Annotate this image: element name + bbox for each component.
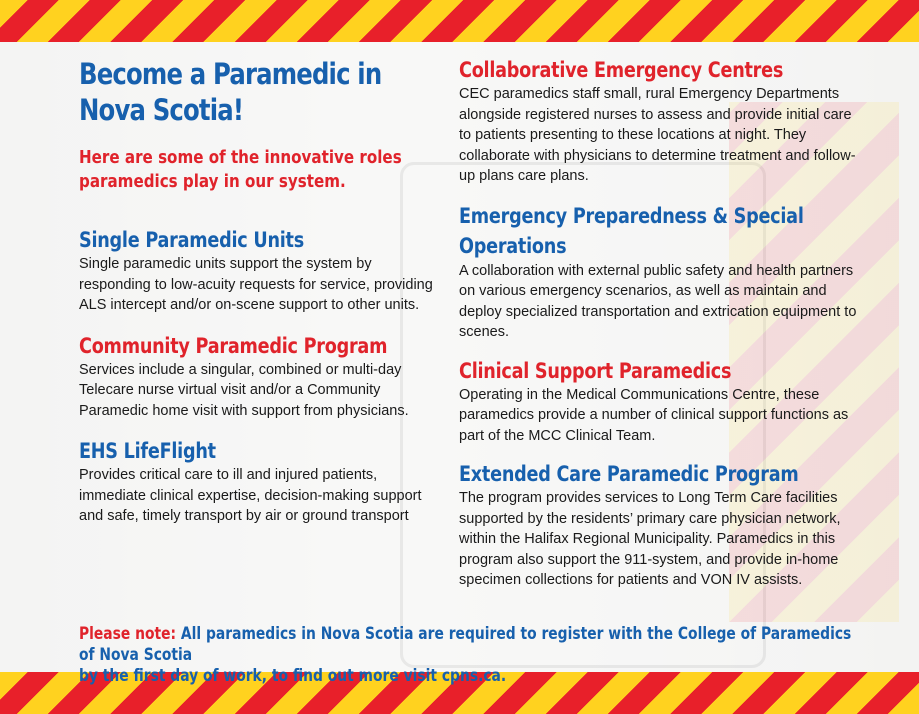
- section-body: Operating in the Medical Communications Centre, these paramedics provide a number of clinical support functions as part of the MCC Clinical Team.: [459, 386, 849, 444]
- registration-note: [79, 623, 860, 686]
- top-hazard-stripe: [0, 0, 919, 42]
- page-title: [79, 56, 432, 128]
- section-body: A collaboration with external public safety and health partners on various emergency scenarios, as well as maintain and deploy specialized transportation and extrication equipment to scenes.: [459, 262, 857, 340]
- intro-text: [79, 146, 432, 194]
- intro-line-1: Here are some of the innovative roles: [79, 147, 402, 168]
- section-heading: Extended Care Paramedic Program: [459, 462, 799, 486]
- section-body: Single paramedic units support the system by responding to low-acuity requests for service, providing ALS intercept and/or on-scene support to other units.: [79, 256, 433, 313]
- section-community-paramedic-program: [79, 332, 434, 422]
- section-collaborative-emergency-centres: [459, 56, 859, 187]
- section-heading: Clinical Support Paramedics: [459, 358, 732, 383]
- section-heading: [459, 201, 862, 261]
- section-body: The program provides services to Long Term Care facilities supported by the residents’ primary care physician network, within the Halifax Regional Municipality. Paramedics in this program also support the 911-system, and provide in-home specimen collections for patients and VON IV assists.: [459, 490, 841, 588]
- section-emergency-preparedness: [459, 201, 859, 343]
- page-title-line-2: Nova Scotia!: [79, 93, 244, 127]
- section-body: CEC paramedics staff small, rural Emergency Departments alongside registered nurses to assess and provide initial care to patients presenting to these locations at night. They collaborate with physicians to determine treatment and follow-up plans care plans.: [459, 86, 856, 184]
- section-heading-line-2: Operations: [459, 233, 567, 258]
- section-body: Provides critical care to ill and injured patients, immediate clinical expertise, decision-making support and safe, timely transport by air or ground transport: [79, 467, 422, 524]
- right-column: [459, 56, 859, 603]
- section-heading-line-1: Emergency Preparedness & Special: [459, 203, 804, 228]
- section-heading: Community Paramedic Program: [79, 333, 388, 358]
- section-heading: Single Paramedic Units: [79, 228, 304, 252]
- note-text-line-2: by the first day of work, to find out more visit cpns.ca.: [79, 666, 507, 685]
- section-extended-care-paramedic-program: [459, 460, 859, 591]
- section-heading: Collaborative Emergency Centres: [459, 58, 784, 82]
- section-single-paramedic-units: [79, 226, 434, 316]
- section-ehs-lifeflight: [79, 437, 434, 527]
- left-column: [79, 52, 434, 539]
- intro-line-2: paramedics play in our system.: [79, 171, 346, 192]
- page-title-line-1: Become a Paramedic in: [79, 57, 382, 91]
- section-heading: EHS LifeFlight: [79, 439, 216, 463]
- section-clinical-support-paramedics: [459, 357, 859, 447]
- note-label: Please note:: [79, 624, 177, 643]
- note-text-line-1: All paramedics in Nova Scotia are required to register with the College of Paramedics of Nova Scotia: [79, 624, 852, 664]
- section-body: Services include a singular, combined or multi-day Telecare nurse virtual visit and/or a Community Paramedic home visit with support from physicians.: [79, 361, 409, 419]
